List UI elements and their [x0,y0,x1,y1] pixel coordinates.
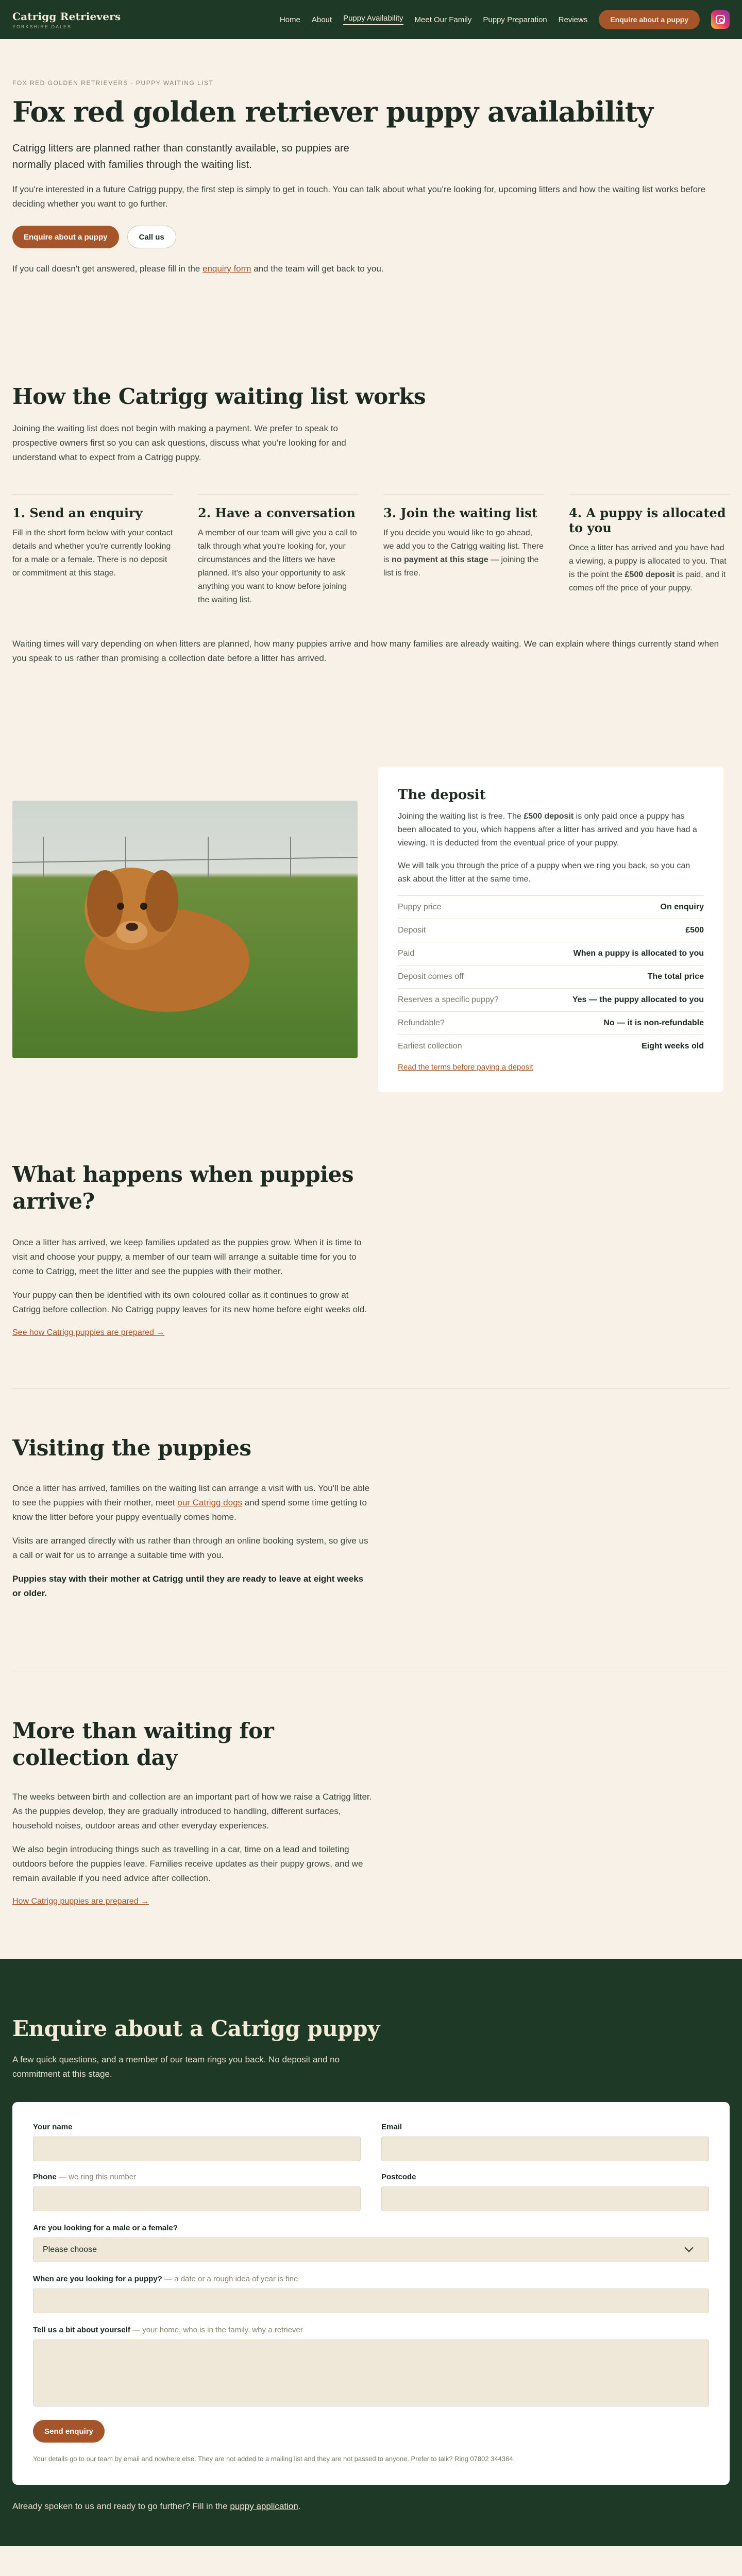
already-spoken-note: Already spoken to us and ready to go further? Fill in the puppy application. [12,2501,301,2511]
catrigg-dogs-link[interactable]: our Catrigg dogs [177,1498,243,1507]
chevron-down-icon [685,2244,694,2252]
phone-label: Phone — we ring this number [33,2173,137,2181]
brand-tagline: YORKSHIRE DALES [12,24,72,29]
sex-select[interactable] [33,2238,709,2262]
hero-body: If you're interested in a future Catrigg puppy, the first step is simply to get in touch. You can talk about what you're looking for, upcoming litters and how the waiting list works before deciding whether you want to go further. [12,184,706,209]
sex-label: Are you looking for a male or a female? [33,2224,178,2232]
faq-section [12,2546,730,2576]
step-3 [383,495,544,607]
send-enquiry-button[interactable]: Send enquiry [33,2420,105,2443]
deposit-text-2: We will talk you through the price of a puppy when we ring you back, so you can ask about the litter at the same time. [398,861,690,884]
deposit-section [12,744,730,1115]
arrive-link[interactable]: See how Catrigg puppies are prepared → [12,1328,165,1337]
when-label: When are you looking for a puppy? — a date or a rough idea of year is fine [33,2275,298,2283]
puppy-illustration [12,801,358,1058]
steps-list [12,495,730,607]
hero-note-text: If you call doesn't get answered, please fill in the [12,264,200,274]
visiting-p3: Puppies stay with their mother at Catrigg until they are ready to leave at eight weeks or older. [12,1574,364,1598]
arrive-title: What happens when puppies arrive? [12,1162,353,1214]
about-label: Tell us a bit about yourself — your home, who is in the family, why a retriever [33,2326,303,2334]
arrive-p2: Your puppy can then be identified with its own coloured collar as it continues to grow at Catrigg before collection. No Catrigg puppy leaves for its new home before eight weeks old. [12,1290,367,1314]
deposit-row: Paid When a puppy is allocated to you [398,942,704,965]
postcode-field[interactable] [381,2187,709,2211]
puppy-photo [12,801,358,1058]
nav-meet-our-family[interactable]: Meet Our Family [414,15,472,24]
site-header [0,0,742,39]
step-1 [12,495,173,607]
collection-p2: We also begin introducing things such as travelling in a car, time on a lead and toileting outdoors before the puppies leave. Families receive updates as their puppy grows, and we remain available if you need advice after collection. [12,1844,363,1883]
visiting-title: Visiting the puppies [12,1435,251,1461]
nav-reviews[interactable]: Reviews [558,15,588,24]
deposit-row: Puppy price On enquiry [398,895,704,919]
puppy-application-link[interactable]: puppy application [230,2501,298,2511]
step-2 [198,495,359,607]
about-textarea[interactable] [33,2340,709,2406]
step-text: Fill in the short form below with your contact details and whether you're currently looking for a male or a female. There is no deposit or commitment at this stage. [12,529,173,578]
hero-call-button[interactable]: Call us [127,226,176,248]
nav-puppy-preparation[interactable]: Puppy Preparation [483,15,547,24]
header-enquire-button[interactable]: Enquire about a puppy [599,10,700,29]
visiting-p2: Visits are arranged directly with us rather than through an online booking system, so give us a call or wait for us to arrange a suitable time with you. [12,1536,368,1560]
waiting-title: How the Catrigg waiting list works [12,384,426,409]
arrive-section [12,1115,373,1388]
collection-p1: The weeks between birth and collection are an important part of how we raise a Catrigg litter. As the puppies develop, they are gradually introduced to handling, different surfaces, household noises, outdoor areas and other everyday experiences. [12,1792,372,1831]
collection-section [12,1671,373,1959]
name-field[interactable] [33,2137,361,2161]
nav-about[interactable]: About [311,15,332,24]
nav-home[interactable]: Home [279,15,300,24]
enquiry-subtitle: A few quick questions, and a member of our team rings you back. No deposit and no commitment at this stage. [12,2055,340,2079]
deposit-table [398,895,704,1058]
collection-title: More than waiting for collection day [12,1718,274,1770]
waiting-intro: Joining the waiting list does not begin with making a payment. We prefer to speak to prospective owners first so you can ask questions, discuss what you're looking for and understand what to expect from a Catrigg puppy. [12,423,346,462]
deposit-title: The deposit [398,787,486,803]
step-text: If you decide you would like to go ahead, we add you to the Catrigg waiting list. There is no payment at this stage — joining the list is free. [383,529,544,578]
page-title: Fox red golden retriever puppy availability [12,95,653,128]
step-title: 1. Send an enquiry [12,505,143,520]
deposit-text: Joining the waiting list is free. The £500 deposit is only paid once a puppy has been allocated to you, which happens after a litter has arrived and you have had a viewing. It is deducted from the eventual price of your puppy. [398,812,697,848]
waiting-footnote: Waiting times will vary depending on when litters are planned, how many puppies arrive and how many families are already waiting. We can explain where things currently stand when you speak to us rather than promising a collection date before a litter has arrived. [12,639,719,663]
deposit-row: Deposit £500 [398,919,704,942]
postcode-label: Postcode [381,2173,416,2181]
nav-puppy-availability[interactable]: Puppy Availability [343,14,403,25]
visiting-p1: Once a litter has arrived, families on the waiting list can arrange a visit with us. You'll be able to see the puppies with their mother, meet our Catrigg dogs and spend some time getting to know the litter before your puppy eventually comes home. [12,1483,370,1522]
step-title: 4. A puppy is allocated to you [569,505,726,535]
privacy-note: Your details go to our team by email and nowhere else. They are not added to a mailing list and they are not passed to anyone. Prefer to talk? Ring 07802 344364. [33,2455,515,2463]
step-text: A member of our team will give you a call to talk through what you're looking for, your circumstances and the litters we have planned. It's also your opportunity to ask anything you want to know before joining the waiting list. [198,529,357,604]
when-field[interactable] [33,2289,709,2313]
waiting-list-section [12,328,730,744]
hero-eyebrow: FOX RED GOLDEN RETRIEVERS · PUPPY WAITING LIST [12,79,214,87]
deposit-card [378,767,723,1092]
arrive-p1: Once a litter has arrived, we keep families updated as the puppies grow. When it is time to visit and choose your puppy, a member of our team will arrange a suitable time for you to come to Catrigg, meet the litter and see the puppies with their mother. [12,1238,362,1276]
enquiry-title: Enquire about a Catrigg puppy [12,2016,380,2041]
step-title: 2. Have a conversation [198,505,356,520]
enquiry-form [12,2102,730,2485]
brand-name: Catrigg Retrievers [12,10,121,23]
main-nav [280,10,730,29]
logo[interactable] [12,10,121,29]
email-field[interactable] [381,2137,709,2161]
hero-note-text-end: and the team will get back to you. [254,264,384,274]
deposit-row: Earliest collection Eight weeks old [398,1035,704,1058]
visiting-section [12,1388,373,1671]
deposit-row: Reserves a specific puppy? Yes — the puppy allocated to you [398,988,704,1011]
deposit-terms-link[interactable]: Read the terms before paying a deposit [398,1063,533,1072]
name-label: Your name [33,2123,73,2131]
sex-select-value: Please choose [43,2245,97,2254]
hero-lead: Catrigg litters are planned rather than constantly available, so puppies are normally placed with families through the waiting list. [12,143,349,171]
step-4 [569,495,730,607]
hero-note [12,262,730,276]
enquiry-form-link[interactable]: enquiry form [202,264,251,274]
enquiry-section [0,1959,742,2546]
deposit-row: Refundable? No — it is non-refundable [398,1011,704,1035]
step-title: 3. Join the waiting list [383,505,537,520]
deposit-row: Deposit comes off The total price [398,965,704,988]
hero-section [12,39,730,328]
instagram-icon[interactable] [711,10,730,29]
email-label: Email [381,2123,402,2131]
collection-link[interactable]: How Catrigg puppies are prepared → [12,1897,149,1906]
phone-field[interactable] [33,2187,361,2211]
step-text: Once a litter has arrived and you have had a viewing, a puppy is allocated to you. That is the point the £500 deposit is paid, and it comes off the price of your puppy. [569,544,727,592]
hero-enquire-button[interactable]: Enquire about a puppy [12,226,119,248]
